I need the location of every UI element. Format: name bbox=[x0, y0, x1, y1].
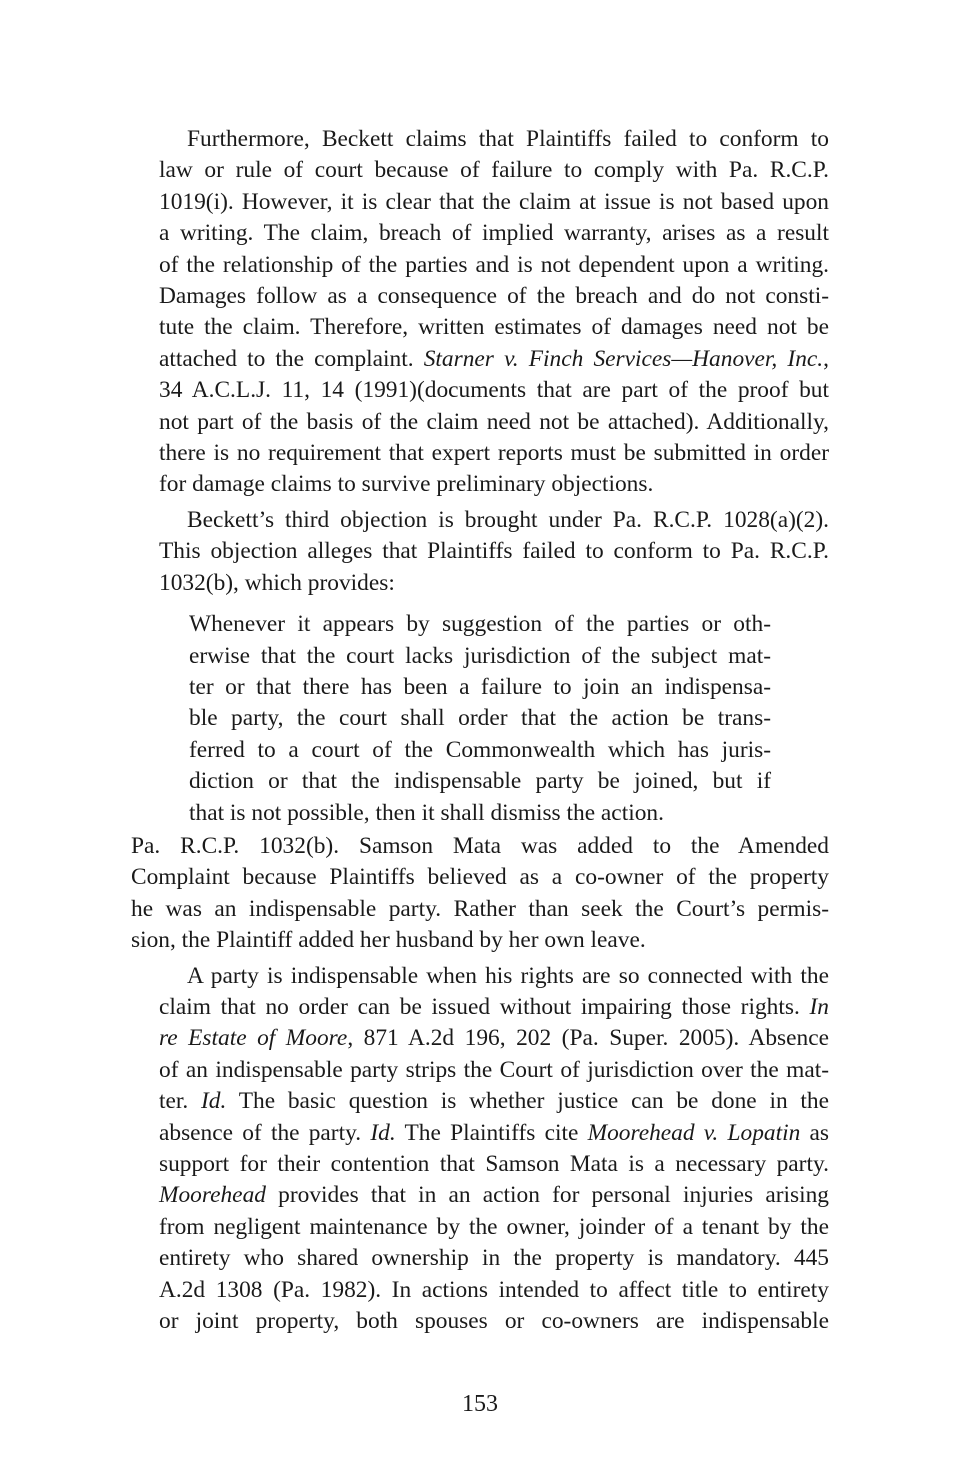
text-segment: attached to the complaint. bbox=[159, 345, 424, 372]
text-line: sion, the Plaintiff added her husband by her own leave. bbox=[131, 927, 646, 954]
text-line: or joint property, both spouses or co-owners are indispensable bbox=[159, 1308, 829, 1335]
text-line: not part of the basis of the claim need not be attached). Additionally, bbox=[159, 408, 829, 435]
text-segment: , bbox=[823, 345, 830, 372]
text-line bbox=[131, 992, 829, 1023]
text-line: Beckett’s third objection is brought under Pa. R.C.P. 1028(a)(2). bbox=[187, 506, 829, 533]
text-line: for damage claims to survive preliminary objections. bbox=[159, 471, 654, 498]
case-citation-moore: re Estate of Moore bbox=[159, 1025, 348, 1052]
case-citation-moorehead: Moorehead bbox=[159, 1182, 266, 1209]
text-segment: provides that in an action for personal injuries arising bbox=[265, 1182, 829, 1209]
text-segment: as bbox=[800, 1119, 829, 1146]
paragraph-third-objection bbox=[131, 505, 829, 599]
text-line: A.2d 1308 (Pa. 1982). In actions intended to affect title to entirety bbox=[159, 1276, 829, 1303]
text-line: from negligent maintenance by the owner, joinder of a tenant by the bbox=[159, 1213, 829, 1240]
text-line: 34 A.C.L.J. 11, 14 (1991)(documents that are part of the proof but bbox=[159, 377, 829, 404]
quote-line: erwise that the court lacks jurisdiction of the subject mat- bbox=[189, 642, 771, 669]
case-citation-starner: Starner v. Finch Services—Hanover, Inc. bbox=[423, 345, 824, 372]
text-line: support for their contention that Samson Mata is a necessary party. bbox=[159, 1151, 829, 1177]
text-segment: The Plaintiffs cite bbox=[395, 1119, 588, 1146]
text-line bbox=[131, 1023, 829, 1054]
citation-id: Id. bbox=[201, 1088, 227, 1115]
text-line: A party is indispensable when his rights are so connected with the bbox=[187, 962, 829, 989]
text-line: Pa. R.C.P. 1032(b). Samson Mata was added to the Amended bbox=[131, 832, 829, 859]
text-line bbox=[131, 1180, 829, 1211]
block-quote-rule-1032b bbox=[189, 609, 771, 829]
quote-line: Whenever it appears by suggestion of the parties or oth- bbox=[189, 611, 771, 638]
text-line: he was an indispensable party. Rather than seek the Court’s permis- bbox=[131, 895, 829, 922]
text-segment: claim that no order can be issued without impairing those rights. bbox=[159, 993, 810, 1020]
text-line bbox=[131, 1118, 829, 1149]
text-segment: absence of the party. bbox=[159, 1119, 371, 1146]
text-segment: ter. bbox=[159, 1088, 202, 1115]
case-citation-moorehead: Moorehead v. Lopatin bbox=[587, 1119, 801, 1146]
text-line: 1019(i). However, it is clear that the claim at issue is not based upon bbox=[159, 188, 829, 215]
text-line: there is no requirement that expert reports must be submitted in order bbox=[159, 440, 829, 467]
text-line bbox=[131, 1086, 829, 1117]
text-line: 1032(b), which provides: bbox=[159, 569, 395, 596]
quote-line: diction or that the indispensable party be joined, but if bbox=[189, 768, 771, 795]
quote-line: ter or that there has been a failure to join an indispensa- bbox=[189, 673, 771, 700]
text-segment: The basic question is whether justice can be done in the bbox=[226, 1088, 830, 1115]
quote-line: ferred to a court of the Commonwealth which has juris- bbox=[189, 736, 771, 763]
paragraph-indispensable-party bbox=[131, 961, 829, 1338]
text-line: law or rule of court because of failure to comply with Pa. R.C.P. bbox=[159, 157, 829, 184]
text-line: entirety who shared ownership in the property is mandatory. 445 bbox=[159, 1245, 829, 1272]
text-line: of the relationship of the parties and is not dependent upon a writing. bbox=[159, 251, 829, 278]
text-line: Complaint because Plaintiffs believed as a co-owner of the property bbox=[131, 864, 829, 891]
text-line: a writing. The claim, breach of implied warranty, arises as a result bbox=[159, 220, 829, 247]
paragraph-implied-warranty bbox=[131, 124, 829, 501]
case-citation-moore: In bbox=[809, 993, 829, 1020]
paragraph-after-quote bbox=[131, 831, 829, 957]
quote-line: ble party, the court shall order that the action be trans- bbox=[189, 705, 771, 732]
text-line: Damages follow as a consequence of the breach and do not consti- bbox=[159, 283, 829, 310]
citation-id: Id. bbox=[370, 1119, 396, 1146]
text-line: Furthermore, Beckett claims that Plaintiffs failed to conform to bbox=[187, 126, 829, 152]
page-number: 153 bbox=[462, 1391, 498, 1417]
text-line: This objection alleges that Plaintiffs failed to conform to Pa. R.C.P. bbox=[159, 538, 829, 565]
text-line: of an indispensable party strips the Court of jurisdiction over the mat- bbox=[159, 1056, 829, 1083]
text-segment: , 871 A.2d 196, 202 (Pa. Super. 2005). Absence bbox=[347, 1025, 830, 1052]
quote-line: that is not possible, then it shall dismiss the action. bbox=[189, 799, 664, 826]
document-body bbox=[131, 124, 829, 1341]
text-line: tute the claim. Therefore, written estimates of damages need not be bbox=[159, 314, 829, 341]
text-line-citation bbox=[131, 344, 829, 375]
